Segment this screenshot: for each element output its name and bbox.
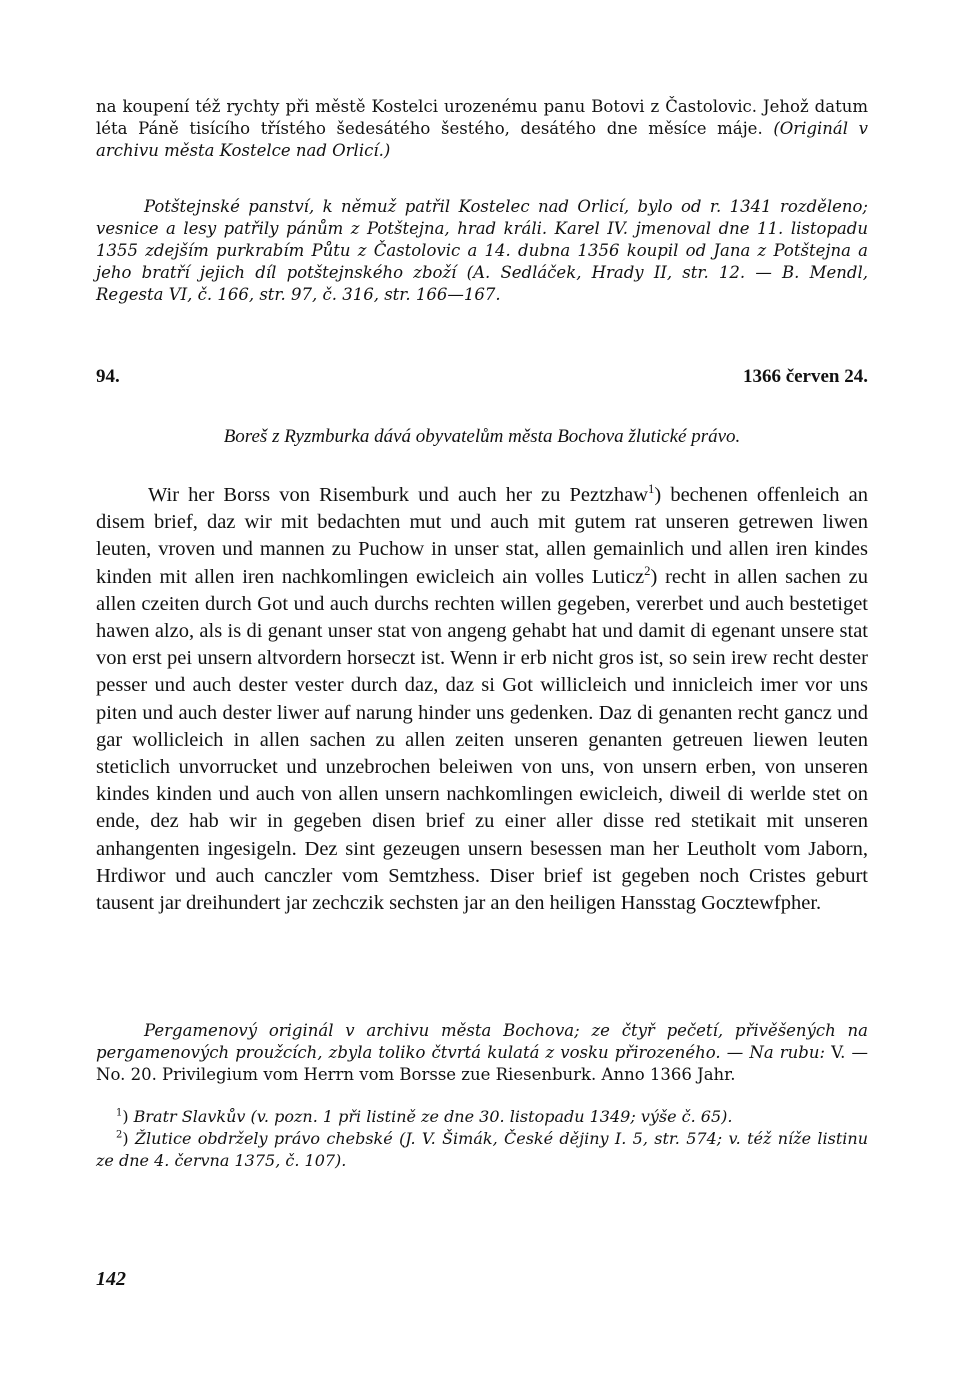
archival-note bbox=[96, 1020, 868, 1086]
document-regest: Boreš z Ryzmburka dává obyvatelům města Bochova žlutické právo. bbox=[223, 426, 741, 447]
footnote-1-mark: 1 bbox=[116, 1107, 123, 1119]
footnote-1-text: Bratr Slavkův (v. pozn. 1 při listině ze dne 30. listopadu 1349; výše č. 65). bbox=[133, 1107, 733, 1126]
footnote-ref-1: 1 bbox=[648, 482, 655, 497]
footnote-2-text: Žlutice obdržely právo chebské (J. V. Šimák, České dějiny I. 5, str. 574; v. též níže listinu ze dne 4. června 1375, č. 107). bbox=[96, 1129, 869, 1170]
footnote-1: $^1$) Bratr Slavkův (v. pozn. 1 při listině ze dne 30. listopadu 1349; výše č. 65). bbox=[116, 1107, 733, 1126]
dorse-text: V. — No. 20. Privilegium vom Herrn vom Borsse zue Riesenburk. Anno 1366 Jahr. bbox=[96, 1043, 868, 1084]
document-text-part-3: ) recht in allen sachen zu allen czeiten durch Got und auch durchs rechten willen gegeben, vererbet und auch bestetiget hawen alzo, als is di genant unser stat von angeng gehabt hat und damit di egenant unsere stat von erst pei unsern altvordern horseczt ist. Wenn ir erb nicht gros ist, so sein irew recht dester pesser und auch dester vester durch daz, daz si Got willicleich und innicleich imer vor uns piten und auch dester liwer auf narung hinder uns gedenken. Daz di genanten recht gancz und gar wollicleich in allen sachen zu allen zeiten unseren genanten getreuen liewen leuten steticlich unvorrucket und unzebrochen beleiwen von uns, von unsern erben, von unseren kindes kinden und auch von allen unsern nachkomlingen ewicleich, diweil di werlde stet on ende, dez hab wir in gegeben disen brief zu einer aller disse red stetikait mit unseren anhangenten ingesigeln. Dez sint gezeugen unsern besessen man her Leutholt vom Jaborn, Hrdiwor und auch canczler vom Semtzhess. Diser brief ist gegeben noch Cristes geburt tausent jar dreihundert jar zechczik sechsten jar an den heiligen Hansstag Gocztewfpher. bbox=[96, 565, 868, 915]
document-text-part-1: Wir her Borss von Risemburk und auch her zu Peztzhaw bbox=[148, 484, 649, 506]
document-number: 94. bbox=[96, 366, 120, 387]
document-text bbox=[96, 482, 868, 917]
historical-context-note: Potštejnské panství, k němuž patřil Kostelec nad Orlicí, bylo od r. 1341 rozděleno; vesnice a lesy patřily pánům z Potštejna, hrad králi. Karel IV. jmenoval dne 11. listopadu 1355 zdejším purkrabím Půtu z Častolovic a 14. dubna 1356 koupil od Jana z Potštejna a jeho bratří jejich díl potštejnského zboží (A. Sedláček, Hrady II, str. 12. — B. Mendl, Regesta VI, č. 166, str. 97, č. 316, str. 166—167. bbox=[96, 197, 868, 304]
original-location-note: (Originál v archivu města Kostelce nad Orlicí.) bbox=[96, 119, 868, 160]
page-number: 142 bbox=[96, 1268, 126, 1290]
document-text-part-2: ) bechenen offenleich an disem brief, daz wir mit bedachten mut und auch mit gutem rat unseren getrewen liwen leuten, vroven und mannen zu Puchow in unser stat, allen gemainlich und allen iren kindes kinden mit allen iren nachkomlingen ewicleich ain volles Luticz bbox=[96, 484, 868, 588]
document-heading bbox=[96, 366, 868, 396]
dorse-label: Na rubu: bbox=[749, 1043, 826, 1062]
footnote-2: $^2$) Žlutice obdržely právo chebské (J. V. Šimák, České dějiny I. 5, str. 574; v. též níže listinu ze dne 4. června 1375, č. 107). bbox=[96, 1129, 869, 1170]
archival-note-text: Pergamenový originál v archivu města Bochova; ze čtyř pečetí, přivěšených na pergamenových proužcích, zbyla toliko čtvrtá kulatá z vosku přirozeného. — bbox=[96, 1021, 868, 1062]
document-date: 1366 červen 24. bbox=[742, 366, 868, 387]
footnotes bbox=[96, 1106, 868, 1172]
document-text-paragraph bbox=[96, 482, 868, 917]
footnote-ref-2: 2 bbox=[644, 563, 651, 578]
footnote-2-mark: 2 bbox=[116, 1129, 123, 1141]
continued-paragraph bbox=[96, 96, 868, 162]
continued-paragraph-text: na koupení též rychty při městě Kostelci urozenému panu Botovi z Častolovic. Jehož datum léta Páně tisícího třístého šedesátého šestého, desátého dne měsíce máje. bbox=[96, 97, 868, 138]
